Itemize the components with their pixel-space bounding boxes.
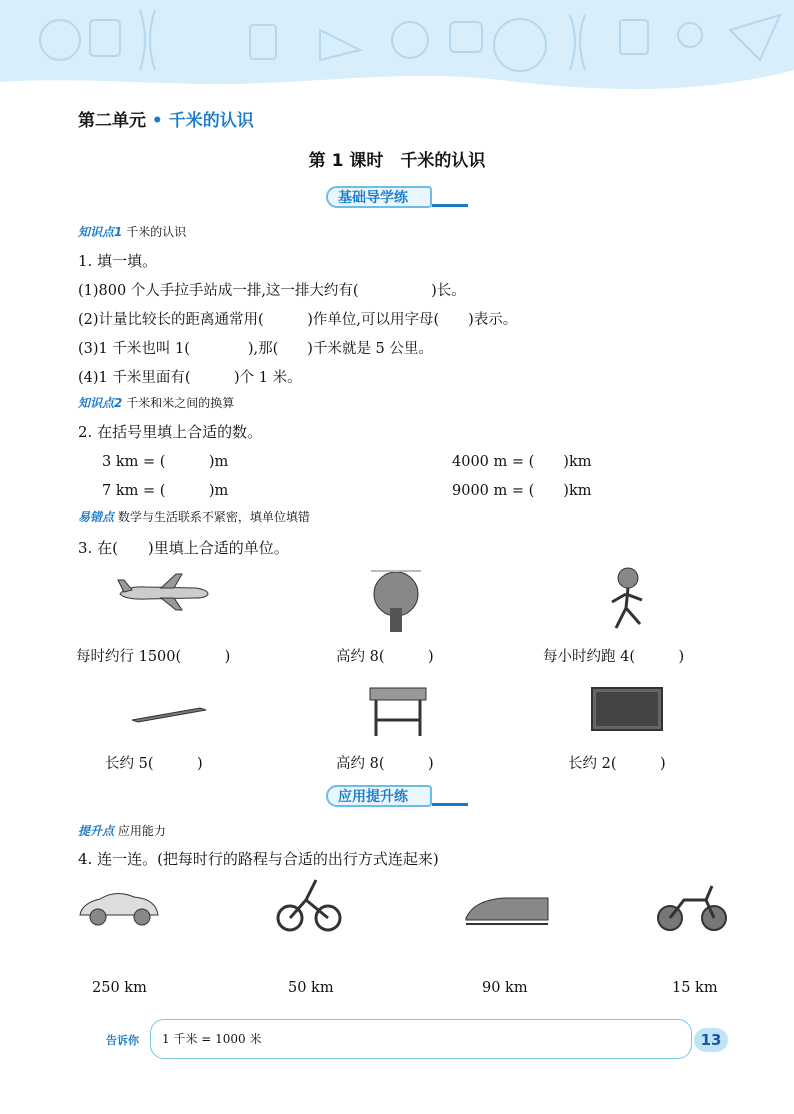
unit-prefix: 第二单元 [78,111,146,131]
kp4-tag: 提升点 [78,824,115,838]
tell-you-label: 告诉你 [106,1034,139,1047]
q2-item-3: 7 km = ( )m [102,483,229,499]
pill-tail-2 [432,803,468,806]
q3-label-4: 长约 5( ) [105,756,203,772]
q3-title: 3. 在( )里填上合适的单位。 [78,539,289,557]
kp1-tag: 知识点1 [78,225,123,239]
q3-label-1: 每时约行 1500( ) [76,649,231,665]
q3-label-5: 高约 8( ) [336,756,434,772]
runner-icon [604,566,654,636]
footer-note: 1 千米 = 1000 米 [162,1032,262,1046]
q3-label-6: 长约 2( ) [568,756,666,772]
q4-distance-1: 250 km [92,980,147,996]
airplane-icon [116,572,212,612]
q3-label-3: 每小时约跑 4( ) [543,649,685,665]
train-icon [464,888,550,932]
kp3-text: 数学与生活联系不紧密，填单位填错 [117,510,310,524]
pen-icon [130,704,210,724]
knowledge-point-4 [78,822,166,839]
knowledge-point-2 [78,394,234,411]
q2-item-1: 3 km = ( )m [102,454,229,470]
motorcycle-icon [654,878,730,934]
q1-line-4: (4)1 千米里面有( )个 1 米。 [78,370,302,386]
bicycle-icon [276,876,342,934]
q3-label-2: 高约 8( ) [336,649,434,665]
q2-item-4: 9000 m = ( )km [452,483,592,499]
q4-distance-3: 90 km [482,980,528,996]
q1-line-3: (3)1 千米也叫 1( ),那( )千米就是 5 公里。 [78,341,433,357]
knowledge-point-3 [78,508,310,525]
q2-item-2: 4000 m = ( )km [452,454,592,470]
unit-dot: • [151,111,163,131]
q1-line-1: (1)800 个人手拉手站成一排,这一排大约有( )长。 [78,283,466,299]
section-basic-pill [326,186,432,208]
section-basic-label: 基础导学练 [338,190,408,206]
q4-distance-4: 15 km [672,980,718,996]
kp2-tag: 知识点2 [78,396,123,410]
section-applied-label: 应用提升练 [338,789,408,805]
blackboard-icon [590,686,664,732]
kp1-text: 千米的认识 [126,225,187,239]
tree-icon [366,566,426,636]
q1-title: 1. 填一填。 [78,252,158,270]
kp2-text: 千米和米之间的换算 [126,396,235,410]
kp3-tag: 易错点 [78,510,115,524]
q4-distance-2: 50 km [288,980,334,996]
car-icon [76,885,162,929]
section-applied-pill [326,785,432,807]
pill-tail-1 [432,204,468,207]
header-banner [0,0,794,100]
q4-title: 4. 连一连。(把每时行的路程与合适的出行方式连起来) [78,850,439,868]
unit-title [78,106,254,131]
unit-name: 千米的认识 [168,111,254,131]
lesson-title: 第 1 课时 千米的认识 [308,151,486,171]
q2-title: 2. 在括号里填上合适的数。 [78,423,263,441]
kp4-text: 应用能力 [117,824,166,838]
knowledge-point-1 [78,223,186,240]
page-number: 13 [694,1028,728,1052]
desk-icon [366,680,430,740]
q1-line-2: (2)计量比较长的距离通常用( )作单位,可以用字母( )表示。 [78,312,518,328]
